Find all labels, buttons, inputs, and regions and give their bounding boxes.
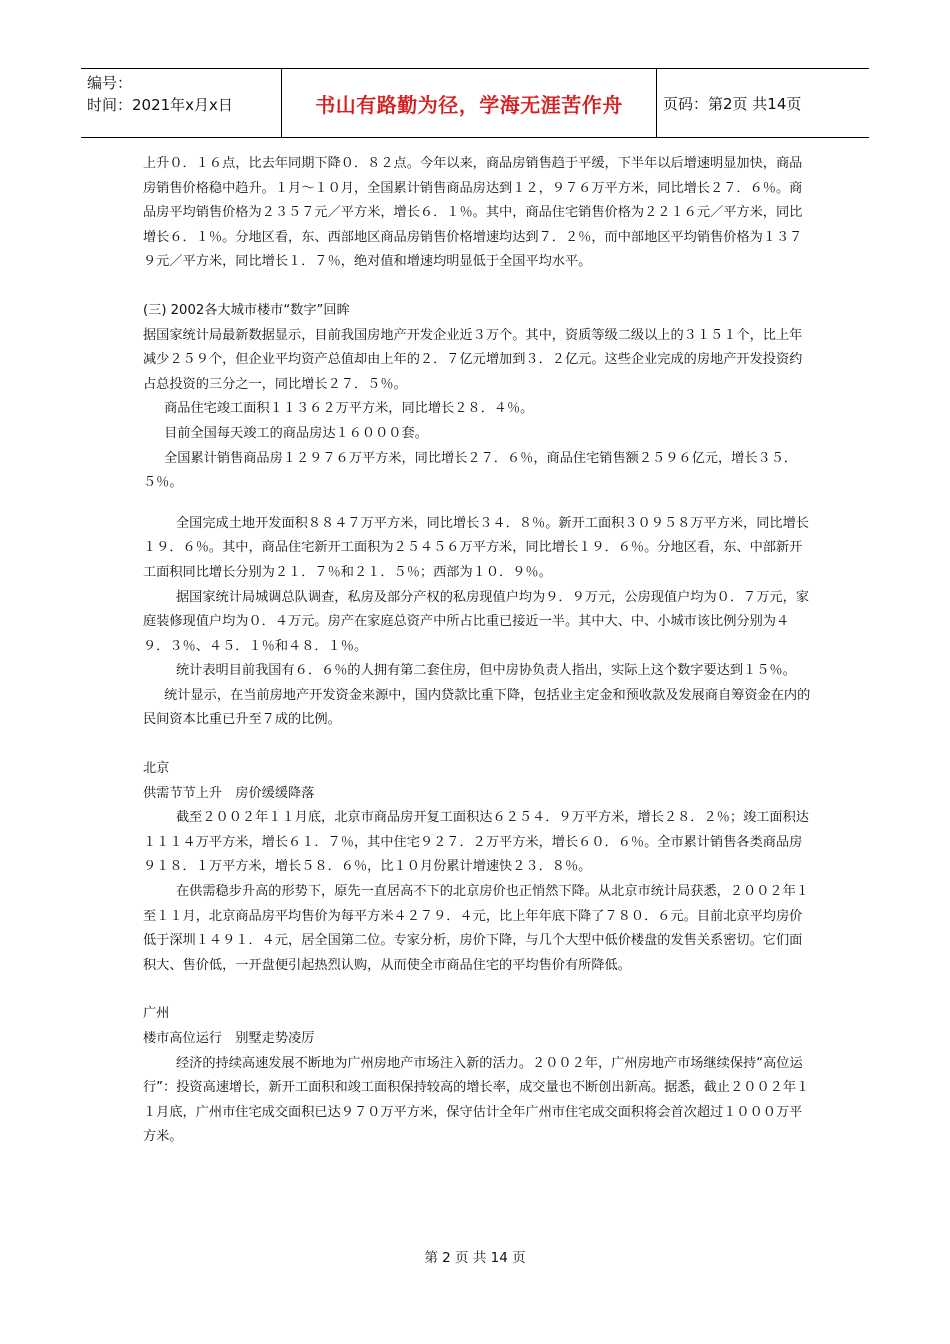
paragraph-beijing-prices: 在供需稳步升高的形势下，原先一直居高不下的北京房价也正悄然下降。从北京市统计局获悉，２００２年１至１１月，北京商品房平均售价为每平方米４２７９．４元，比上年年底下降了７８０．６元。目前北京平均房价低于深圳１４９１．４元，居全国第二位。专家分析，房价下降，与几个大型中低价楼盘的发售关系密切。它们面积大、售价低，一开盘便引起热烈认购，从而使全市商品住宅的平均售价有所降低。 xyxy=(143,884,809,973)
document-body xyxy=(143,152,813,1150)
paragraph-market-overview: 上升０．１６点，比去年同期下降０．８２点。今年以来，商品房销售趋于平缓，下半年以后增速明显加快，商品房销售价格稳中趋升。１月～１０月，全国累计销售商品房达到１２，９７６万平方米，同比增长２７．６％。商品房平均销售价格为２３５７元／平方米，增长６．１％。其中，商品住宅销售价格为２２１６元／平方米，同比增长６．１％。分地区看，东、西部地区商品房销售价格增速均达到７．２％，而中部地区平均销售价格为１３７９元／平方米，同比增长１．７％，绝对值和增速均明显低于全国平均水平。 xyxy=(143,156,803,270)
city-heading-guangzhou: 广州 xyxy=(143,1006,170,1022)
page-footer: 第 2 页 共 14 页 xyxy=(424,1250,526,1266)
city-heading-beijing: 北京 xyxy=(143,761,170,777)
header-motto: 书山有路勤为径，学海无涯苦作舟 xyxy=(282,69,657,137)
paragraph-daily-completion: 目前全国每天竣工的商品房达１６０００套。 xyxy=(164,425,428,441)
page-header xyxy=(81,68,869,138)
paragraph-land-development: 全国完成土地开发面积８８４７万平方米，同比增长３４．８％。新开工面积３０９５８万平方米，同比增长１９．６％。其中，商品住宅新开工面积为２５４５６万平方米，同比增长１９．６％。分地区看，东、中部新开工面积同比增长分别为２１．７％和２１．５％；西部为１０．９％。 xyxy=(143,515,809,580)
header-meta-cell xyxy=(81,69,282,137)
subtitle-beijing: 供需节节上升 房价缓缓降落 xyxy=(143,785,315,801)
document-number-label: 编号： xyxy=(87,74,133,92)
document-date-label: 时间：2021年x月x日 xyxy=(87,96,233,114)
section-title-city-numbers: (三) 2002各大城市楼市“数字”回眸 xyxy=(143,302,350,318)
header-page-label: 页码：第2页 共14页 xyxy=(663,94,802,113)
paragraph-guangzhou-market: 经济的持续高速发展不断地为广州房地产市场注入新的活力。２００２年，广州房地产市场继续保持“高位运行”：投资高速增长，新开工面积和竣工面积保持较高的增长率，成交量也不断创出新高。据悉，截止２００２年１１月底，广州市住宅成交面积已达９７０万平方米，保守估计全年广州市住宅成交面积将会首次超过１０００万平方米。 xyxy=(143,1055,810,1145)
subtitle-guangzhou: 楼市高位运行 别墅走势凌厉 xyxy=(143,1031,315,1046)
paragraph-beijing-supply: 截至２００２年１１月底，北京市商品房开复工面积达６２５４．９万平方米，增长２８．２％；竣工面积达１１１４万平方米，增长６１．７％，其中住宅９２７．２万平方米，增长６０．６％。全市累计销售各类商品房９１８．１万平方米，增长５８．６％，比１０月份累计增速快２３．８％。 xyxy=(143,810,809,875)
paragraph-funding-sources: 统计显示，在当前房地产开发资金来源中，国内贷款比重下降，包括业主定金和预收款及发展商自筹资金在内的民间资本比重已升至７成的比例。 xyxy=(143,687,811,728)
paragraph-national-sales: 全国累计销售商品房１２９７６万平方米，同比增长２７．６％，商品住宅销售额２５９６亿元，增长３５．５％。 xyxy=(143,450,798,491)
paragraph-household-assets: 据国家统计局城调总队调查，私房及部分产权的私房现值户均为９．９万元，公房现值户均为０．７万元，家庭装修现值户均为０．４万元。房产在家庭总资产中所占比重已接近一半。其中大、中、小城市该比例分别为４９．３％、４５．１％和４８．１％。 xyxy=(143,589,809,654)
paragraph-developer-count: 据国家统计局最新数据显示，目前我国房地产开发企业近３万个。其中，资质等级二级以上的３１５１个，比上年减少２５９个，但企业平均资产总值却由上年的２．７亿元增加到３．２亿元。这些企业完成的房地产开发投资约占总投资的三分之一，同比增长２７．５％。 xyxy=(143,327,803,392)
paragraph-completed-area: 商品住宅竣工面积１１３６２万平方米，同比增长２８．４％。 xyxy=(164,401,534,417)
paragraph-second-home: 统计表明目前我国有６．６％的人拥有第二套住房，但中房协负责人指出，实际上这个数字要达到１５％。 xyxy=(176,663,796,679)
